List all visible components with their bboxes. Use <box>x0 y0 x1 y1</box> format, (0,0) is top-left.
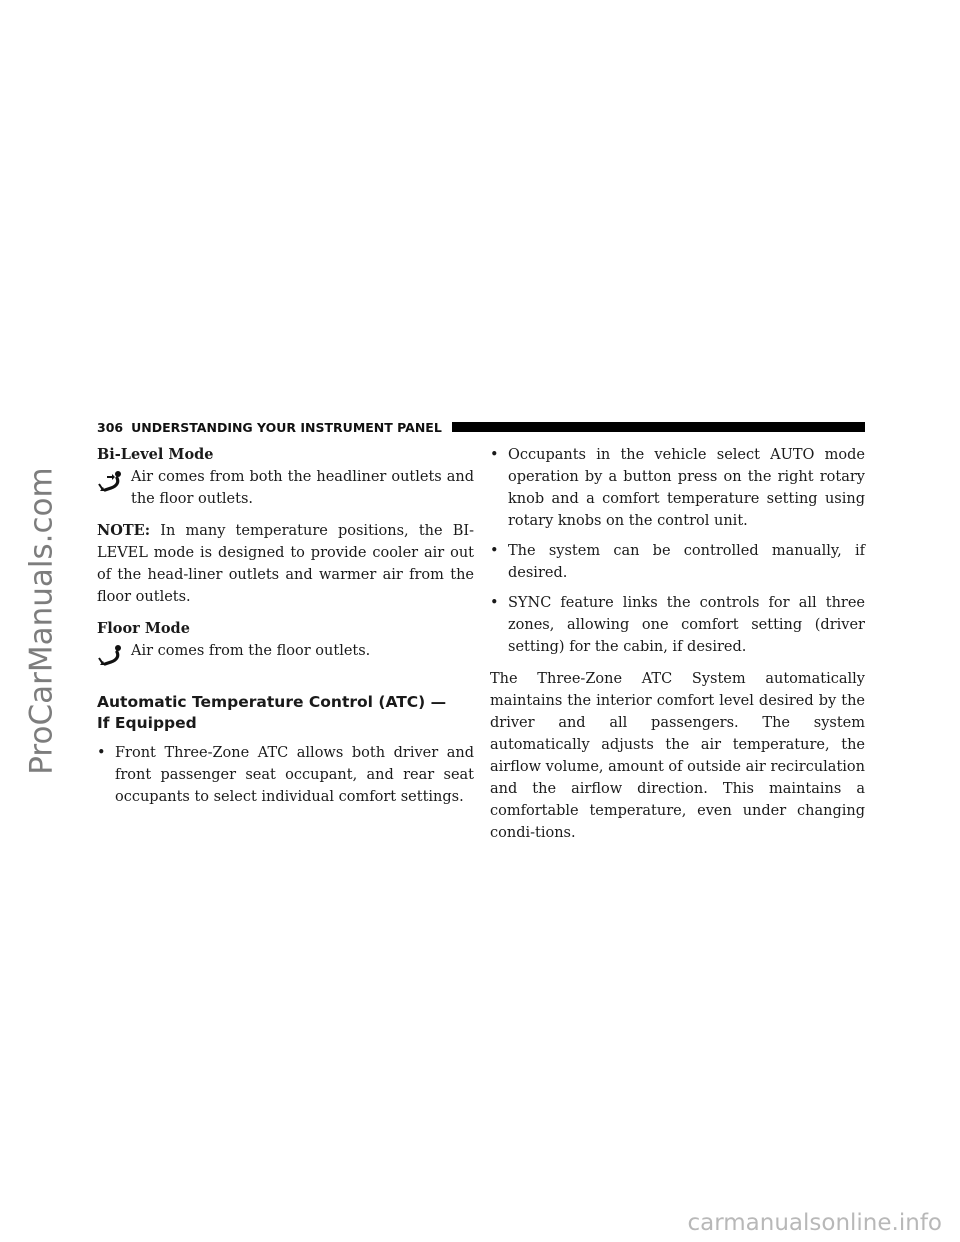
bilevel-row <box>97 466 474 510</box>
bullet-glyph: • <box>490 543 499 559</box>
list-item <box>490 444 865 532</box>
section-title: UNDERSTANDING YOUR INSTRUMENT PANEL <box>131 419 442 435</box>
floor-heading: Floor Mode <box>97 620 190 637</box>
bilevel-heading: Bi-Level Mode <box>97 446 214 463</box>
list-item <box>490 592 865 658</box>
right-column <box>490 444 865 844</box>
side-watermark-text: ProCarManuals.com <box>24 467 60 775</box>
footer-watermark: carmanualsonline.info <box>687 1210 942 1236</box>
side-watermark <box>22 0 62 1242</box>
atc-heading-line1: Automatic Temperature Control (ATC) — <box>97 693 447 711</box>
bullet-glyph: • <box>490 595 499 611</box>
left-column <box>97 444 474 808</box>
right-bullet-1-text: Occupants in the vehicle select AUTO mode operation by a button press on the right rotary knob and a comfort temperature setting using rotary knobs on the control unit. <box>508 447 865 529</box>
atc-bullet-text: Front Three-Zone ATC allows both driver and front passenger seat occupant, and rear seat occupants to select individual comfort settings. <box>115 745 474 805</box>
header-rule <box>452 422 865 432</box>
bullet-glyph: • <box>490 447 499 463</box>
note-label: NOTE: <box>97 522 151 539</box>
note-paragraph <box>97 520 474 608</box>
page-number: 306 <box>97 419 124 435</box>
atc-description-paragraph: The Three-Zone ATC System automatically maintains the interior comfort level desired by the driver and all passengers. The system automatically adjusts the air temperature, the airflow volume, amount of outside air recirculation and the airflow direction. This maintains a comfortable temperature, even under changing condi-tions. <box>490 671 865 841</box>
page-header <box>97 417 865 437</box>
floor-text: Air comes from the floor outlets. <box>131 643 371 659</box>
atc-heading-line2: If Equipped <box>97 714 197 732</box>
floor-airflow-icon <box>97 640 131 670</box>
note-text: In many temperature positions, the BI-LEVEL mode is designed to provide cooler air out of the head-liner outlets and warmer air from the floor outlets. <box>97 523 474 605</box>
bi-level-airflow-icon <box>97 466 131 496</box>
right-bullet-2-text: The system can be controlled manually, if desired. <box>508 543 865 581</box>
list-item <box>490 540 865 584</box>
bullet-glyph: • <box>97 745 106 761</box>
floor-row <box>97 640 474 670</box>
right-bullet-3-text: SYNC feature links the controls for all three zones, allowing one comfort setting (driver setting) for the cabin, if desired. <box>508 595 865 655</box>
bilevel-text: Air comes from both the headliner outlets and the floor outlets. <box>131 469 474 507</box>
list-item <box>97 742 474 808</box>
